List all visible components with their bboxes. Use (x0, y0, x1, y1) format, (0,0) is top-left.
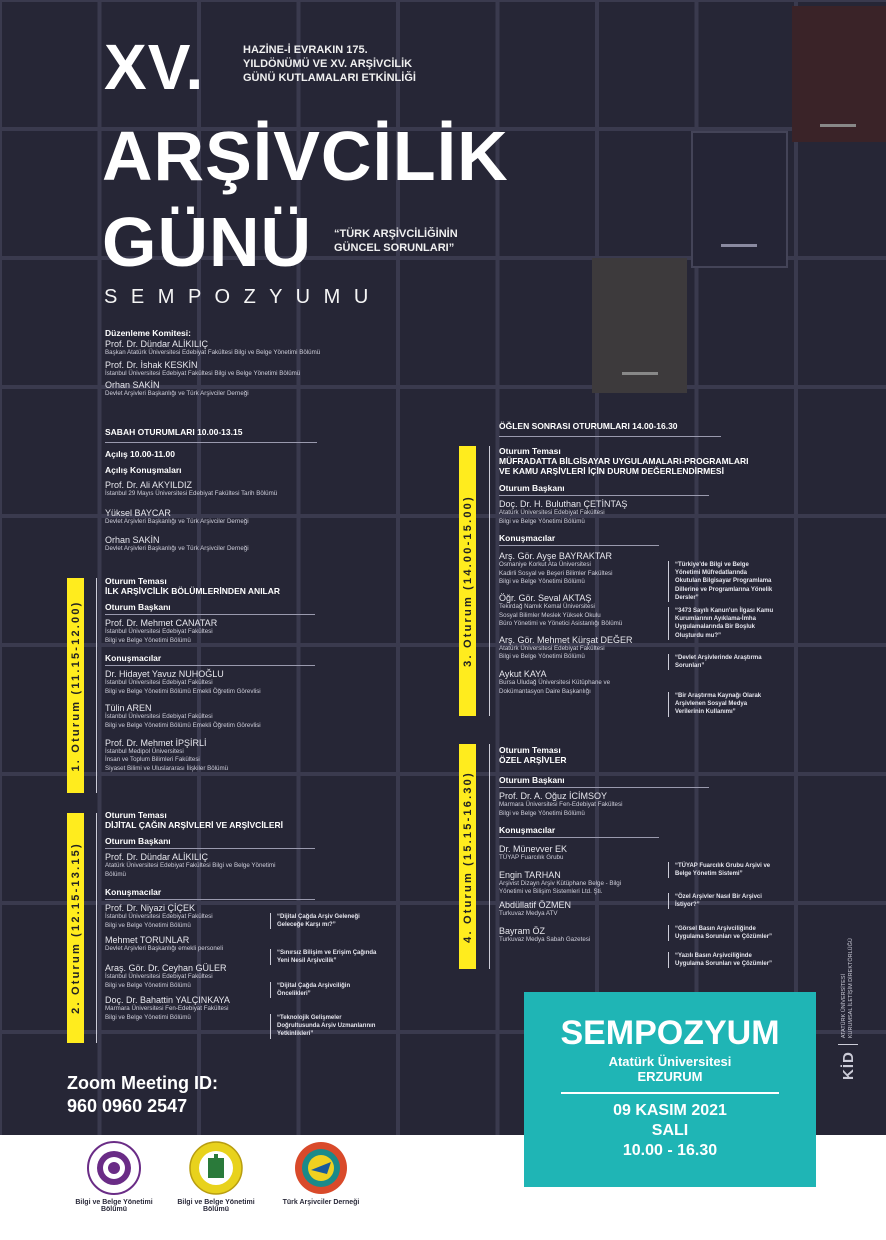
talk-title-block (668, 925, 772, 941)
talk-title: Dillerine ve Programlarına Yönelik (675, 586, 773, 593)
talk-title: “Teknolojik Gelişmeler (277, 1015, 342, 1021)
theme-label: Oturum Teması (499, 745, 561, 755)
talk-title: “Görsel Basın Arşivciliğinde (675, 926, 756, 932)
talk-title: Yetkinlikleri” (277, 1031, 314, 1038)
talk-title: Yönetimi Müfredatlarında (675, 570, 748, 577)
theme-label: Oturum Teması (105, 810, 167, 820)
session4-block (499, 745, 709, 944)
chair-label: Oturum Başkanı (105, 602, 171, 612)
speaker-affiliation: Sosyal Bilimler Meslek Yüksek Okulu (499, 611, 601, 619)
afternoon-sessions-heading: ÖĞLEN SONRASI OTURUMLARI 14.00-16.30 (499, 421, 678, 431)
speaker-name: Orhan SAKİN (105, 535, 160, 546)
talk-title: “Dijital Çağda Arşivciliğin (277, 983, 351, 989)
session-theme: VE KAMU ARŞİVLERİ İÇİN DURUM DEĞERLENDİRMESİ (499, 466, 724, 476)
divider (105, 442, 317, 443)
session1-tab (67, 578, 84, 793)
talk-title: Sorunları” (675, 663, 705, 670)
main-title-line2: GÜNÜ (102, 203, 313, 281)
speaker-affiliation: Dokümantasyon Daire Başkanlığı (499, 687, 591, 695)
talk-title-block (668, 862, 770, 878)
chair-name: Prof. Dr. Mehmet CANATAR (105, 618, 218, 628)
talk-title-block (270, 982, 350, 998)
session4-tab (459, 744, 476, 969)
speaker-affiliation: İstanbul Üniversitesi Edebiyat Fakültesi (105, 972, 213, 980)
kid-branding (838, 938, 858, 1080)
speaker-affiliation: Bilgi ve Belge Yönetimi Bölümü Emekli Öğretim Görevlisi (105, 687, 261, 695)
speaker-affiliation: Osmaniye Korkut Ata Üniversitesi (499, 561, 591, 569)
speakers-label: Konuşmacılar (499, 533, 556, 544)
talk-title-block (668, 607, 773, 640)
chair-affiliation: Bölümü (105, 870, 126, 878)
logo-label: Türk Arşivciler Derneği (282, 1199, 360, 1206)
theme-line: “TÜRK ARŞİVCİLİĞİNİN (334, 228, 458, 240)
talk-title: İstiyor?” (675, 902, 700, 909)
speaker-name: Abdüllatif ÖZMEN (499, 899, 572, 910)
theme-label: Oturum Teması (105, 576, 167, 586)
chair-affiliation: Bilgi ve Belge Yönetimi Bölümü (105, 636, 191, 644)
speaker-affiliation: Büro Yönetimi ve Yönetici Asistanlığı Bölümü (499, 620, 623, 628)
session2-tab (67, 813, 84, 1043)
speaker-name: Prof. Dr. Niyazi ÇİÇEK (105, 903, 196, 914)
speaker-name: Arş. Gör. Ayşe BAYRAKTAR (499, 551, 613, 562)
speaker-affiliation: Bilgi ve Belge Yönetimi Bölümü (105, 1013, 191, 1021)
symposium-subtitle: S E M P O Z Y U M U (104, 286, 373, 308)
main-title-line1: ARŞİVCİLİK (102, 117, 509, 195)
talk-title: “Dijital Çağda Arşiv Geleneği (277, 914, 360, 920)
chair-name: Prof. Dr. Dündar ALİKILIÇ (105, 852, 209, 862)
chair-affiliation: Bilgi ve Belge Yönetimi Bölümü (499, 809, 585, 817)
speakers-label: Konuşmacılar (499, 825, 556, 836)
talk-title: Okutulan Bilgisayar Programlama (675, 578, 772, 585)
speaker-affiliation: İstanbul 29 Mayıs Üniversitesi Edebiyat Fakültesi Tarih Bölümü (105, 490, 278, 497)
talk-title: Uygulamalarında Bir Boşluk (675, 624, 756, 631)
talk-title: Uygulama Sorunları ve Çözümler” (675, 934, 773, 941)
info-divider (561, 1092, 779, 1094)
info-time: 10.00 - 16.30 (622, 1142, 718, 1159)
logo-atauni (74, 1140, 154, 1213)
istanbul-seal-icon (188, 1140, 244, 1196)
session1-tab-label: 1. Oturum (11.15-12.00) (69, 599, 82, 772)
info-date: 09 KASIM 2021 (613, 1102, 727, 1119)
speaker-affiliation: Turkuvaz Medya ATV (499, 909, 558, 917)
chair-label: Oturum Başkanı (499, 775, 565, 785)
speaker-affiliation: Devlet Arşivleri Başkanlığı ve Türk Arşivciler Derneği (105, 545, 249, 553)
speaker-affiliation: Bilgi ve Belge Yönetimi Bölümü Emekli Öğretim Görevlisi (105, 721, 261, 729)
speaker-affiliation: Kadirli Sosyal ve Beşeri Bilimler Fakültesi (499, 569, 613, 577)
talk-title: Kurumlarının Ayıklama-İmha (675, 616, 756, 623)
speaker-affiliation: İstanbul Üniversitesi Edebiyat Fakültesi (105, 713, 213, 721)
atauni-seal-icon (86, 1140, 142, 1196)
speaker-name: Doç. Dr. Bahattin YALÇINKAYA (105, 995, 230, 1006)
edition-number: XV. (104, 31, 205, 103)
logo-tad (276, 1140, 366, 1206)
theme-quote (334, 227, 458, 255)
speaker-affiliation: Turkuvaz Medya Sabah Gazetesi (499, 935, 591, 943)
event-line: HAZİNE-İ EVRAKIN 175. (243, 44, 368, 56)
info-city: ERZURUM (637, 1069, 703, 1084)
chair-affiliation: Bilgi ve Belge Yönetimi Bölümü (499, 517, 585, 525)
talk-title: Verilerinin Kullanımı” (675, 709, 736, 716)
talk-title: Belge Yönetim Sistemi” (675, 871, 743, 878)
committee-member-affiliation: İstanbul Üniversitesi Edebiyat Fakültesi Bilgi ve Belge Yönetimi Bölümü (105, 369, 301, 377)
speaker-affiliation: Yönetimi ve Bilişim Sistemleri Ltd. Şti. (499, 888, 603, 896)
speaker-affiliation: Tekirdağ Namık Kemal Üniversitesi (499, 602, 595, 610)
speaker-affiliation: Arşivist Dizayn Arşiv Kütüphane Belge - Bilgi (499, 879, 622, 887)
kid-line: ATATÜRK ÜNİVERSİTESİ (841, 973, 847, 1039)
session-theme: İLK ARŞİVCİLİK BÖLÜMLERİNDEN ANILAR (105, 586, 281, 596)
speaker-affiliation: İstanbul Üniversitesi Edebiyat Fakültesi (105, 913, 213, 921)
zoom-label: Zoom Meeting ID: (67, 1073, 218, 1093)
kid-text (841, 938, 855, 1038)
speaker-name: Mehmet TORUNLAR (105, 935, 190, 946)
event-description (243, 43, 416, 85)
speaker-name: Öğr. Gör. Seval AKTAŞ (499, 592, 592, 603)
talk-title: Dersler” (675, 594, 699, 601)
speaker-name: Arş. Gör. Mehmet Kürşat DEĞER (499, 634, 633, 645)
session3-tab (459, 446, 476, 716)
committee-member-affiliation: Başkan Atatürk Üniversitesi Edebiyat Fakültesi Bilgi ve Belge Yönetimi Bölümü (105, 349, 321, 356)
opening-title: Açılış Konuşmaları (105, 465, 182, 475)
talk-title: Uygulama Sorunları ve Çözümler” (675, 961, 773, 968)
chair-label: Oturum Başkanı (499, 483, 565, 493)
speaker-affiliation: İnsan ve Toplum Bilimleri Fakültesi (105, 756, 200, 764)
speaker-affiliation: Atatürk Üniversitesi Edebiyat Fakültesi (499, 644, 605, 652)
talk-title: “Sınırsız Bilişim ve Erişim Çağında (277, 950, 377, 956)
committee-block (105, 328, 320, 399)
chair-affiliation: İstanbul Üniversitesi Edebiyat Fakültesi (105, 628, 213, 635)
session-bracket (96, 813, 97, 1043)
talk-title-block (270, 949, 376, 965)
speaker-name: Yüksel BAYCAR (105, 507, 171, 518)
talk-title: Yeni Nesil Arşivcilik” (277, 958, 337, 965)
logo-istanbul (174, 1140, 258, 1213)
kid-line: KURUMSAL İLETİŞİM DİREKTÖRLÜĞÜ (848, 938, 854, 1039)
session-bracket (96, 578, 97, 793)
chair-name: Doç. Dr. H. Buluthan ÇETİNTAŞ (499, 499, 628, 509)
talk-title-block (270, 913, 360, 929)
logo-label: Bölümü (100, 1206, 128, 1213)
session1-block (105, 576, 315, 773)
chair-name: Prof. Dr. A. Oğuz İCİMSOY (499, 791, 608, 801)
zoom-meeting-id[interactable]: 960 0960 2547 (67, 1096, 188, 1116)
speaker-affiliation: Bursa Uludağ Üniversitesi Kütüphane ve (499, 678, 611, 686)
logo-label: Bölümü (202, 1206, 230, 1213)
speaker-name: Prof. Dr. Ali AKYILDIZ (105, 480, 193, 490)
speaker-affiliation: Bilgi ve Belge Yönetimi Bölümü (499, 653, 585, 661)
talk-title-block (668, 654, 762, 670)
talk-title: “Yazılı Basın Arşivciliğinde (675, 953, 752, 959)
talk-title: “Devlet Arşivlerinde Araştırma (675, 655, 762, 661)
opening-block (105, 449, 277, 554)
divider (499, 436, 721, 437)
session-theme: MÜFRADATTA BİLGİSAYAR UYGULAMALARI-PROGRAMLARI (499, 456, 749, 466)
talk-title: Geleceğe Karşı mı?” (277, 922, 336, 929)
speaker-name: Dr. Hidayet Yavuz NUHOĞLU (105, 669, 224, 680)
committee-member-name: Orhan SAKİN (105, 380, 160, 391)
speaker-affiliation: Bilgi ve Belge Yönetimi Bölümü (105, 981, 191, 989)
theme-label: Oturum Teması (499, 446, 561, 456)
speaker-affiliation: Siyaset Bilimi ve Uluslararası İlişkiler Bölümü (105, 764, 229, 772)
speaker-affiliation: Devlet Arşivleri Başkanlığı ve Türk Arşivciler Derneği (105, 517, 249, 525)
chair-label: Oturum Başkanı (105, 836, 171, 846)
session3-tab-label: 3. Oturum (14.00-15.00) (461, 495, 474, 667)
committee-member-affiliation: Devlet Arşivleri Başkanlığı ve Türk Arşivciler Derneği (105, 390, 249, 398)
speaker-name: Tülin AREN (105, 703, 152, 714)
speaker-name: Prof. Dr. Mehmet İPŞİRLİ (105, 737, 207, 748)
speakers-label: Konuşmacılar (105, 887, 162, 898)
session-bracket (489, 744, 490, 969)
speaker-name: Dr. Münevver EK (499, 844, 568, 855)
speaker-affiliation: Bilgi ve Belge Yönetimi Bölümü (499, 578, 585, 586)
talk-title: Öncelikleri” (277, 991, 311, 998)
speakers-label: Konuşmacılar (105, 653, 162, 664)
logo-label: Bilgi ve Belge Yönetimi (75, 1199, 153, 1206)
committee-heading: Düzenleme Komitesi: (105, 328, 191, 338)
event-line: GÜNÜ KUTLAMALARI ETKİNLİĞİ (243, 72, 416, 84)
speaker-affiliation: İstanbul Medipol Üniversitesi (105, 747, 184, 755)
morning-sessions-heading: SABAH OTURUMLARI 10.00-13.15 (105, 427, 243, 437)
info-day: SALI (651, 1122, 689, 1139)
talk-title-block (668, 952, 772, 968)
chair-affiliation: Atatürk Üniversitesi Edebiyat Fakültesi Bilgi ve Belge Yönetimi (105, 862, 276, 869)
speaker-name: Aykut KAYA (499, 668, 547, 679)
talk-title: “Bir Araştırma Kaynağı Olarak (675, 693, 762, 699)
theme-line: GÜNCEL SORUNLARI” (334, 242, 455, 254)
event-info-box (524, 992, 816, 1187)
speaker-affiliation: İstanbul Üniversitesi Edebiyat Fakültesi (105, 679, 213, 687)
speaker-affiliation: Bilgi ve Belge Yönetimi Bölümü (105, 921, 191, 929)
session-theme: DİJİTAL ÇAĞIN ARŞİVLERİ VE ARŞİVCİLERİ (105, 820, 284, 830)
speaker-name: Bayram ÖZ (499, 925, 546, 936)
speaker-name: Araş. Gör. Dr. Ceyhan GÜLER (105, 962, 227, 973)
info-university: Atatürk Üniversitesi (608, 1054, 732, 1069)
logo-label: Bilgi ve Belge Yönetimi (177, 1199, 255, 1206)
committee-member-name: Prof. Dr. Dündar ALİKILIÇ (105, 339, 209, 349)
speaker-name: Engin TARHAN (499, 869, 561, 880)
event-line: YILDÖNÜMÜ VE XV. ARŞİVCİLİK (243, 58, 413, 70)
tad-seal-icon (293, 1140, 349, 1196)
session4-tab-label: 4. Oturum (15.15-16.30) (461, 770, 474, 943)
kid-logo: KİD (839, 1051, 857, 1080)
talk-title-block (668, 561, 772, 602)
committee-member-name: Prof. Dr. İshak KESKİN (105, 359, 198, 370)
chair-affiliation: Marmara Üniversitesi Fen-Edebiyat Fakültesi (499, 801, 623, 808)
session2-tab-label: 2. Oturum (12.15-13.15) (69, 842, 82, 1014)
info-title: SEMPOZYUM (560, 1014, 780, 1052)
talk-title-block (668, 692, 761, 717)
speaker-affiliation: Marmara Üniversitesi Fen-Edebiyat Fakültesi (105, 1005, 229, 1013)
talk-title-block (270, 1014, 375, 1039)
speaker-affiliation: TÜYAP Fuarcılık Grubu (499, 854, 564, 862)
talk-title: Arşivlenen Sosyal Medya (675, 701, 748, 708)
talk-title: Oluşturdu mu?” (675, 632, 721, 639)
talk-title: “3473 Sayılı Kanun'un İlgası Kamu (675, 608, 774, 614)
talk-title: Doğrultusunda Arşiv Uzmanlarının (277, 1023, 376, 1030)
talk-title: “TÜYAP Fuarcılık Grubu Arşivi ve (675, 863, 771, 869)
speaker-affiliation: Devlet Arşivleri Başkanlığı emekli personeli (105, 945, 223, 953)
talk-title: “Türkiye'de Bilgi ve Belge (675, 562, 749, 568)
talk-title: “Özel Arşivler Nasıl Bir Arşivci (675, 894, 762, 900)
session-theme: ÖZEL ARŞİVLER (499, 755, 567, 765)
opening-time: Açılış 10.00-11.00 (105, 449, 175, 459)
session-bracket (489, 446, 490, 716)
talk-title-block (668, 893, 762, 909)
chair-affiliation: Atatürk Üniversitesi Edebiyat Fakültesi (499, 509, 605, 516)
